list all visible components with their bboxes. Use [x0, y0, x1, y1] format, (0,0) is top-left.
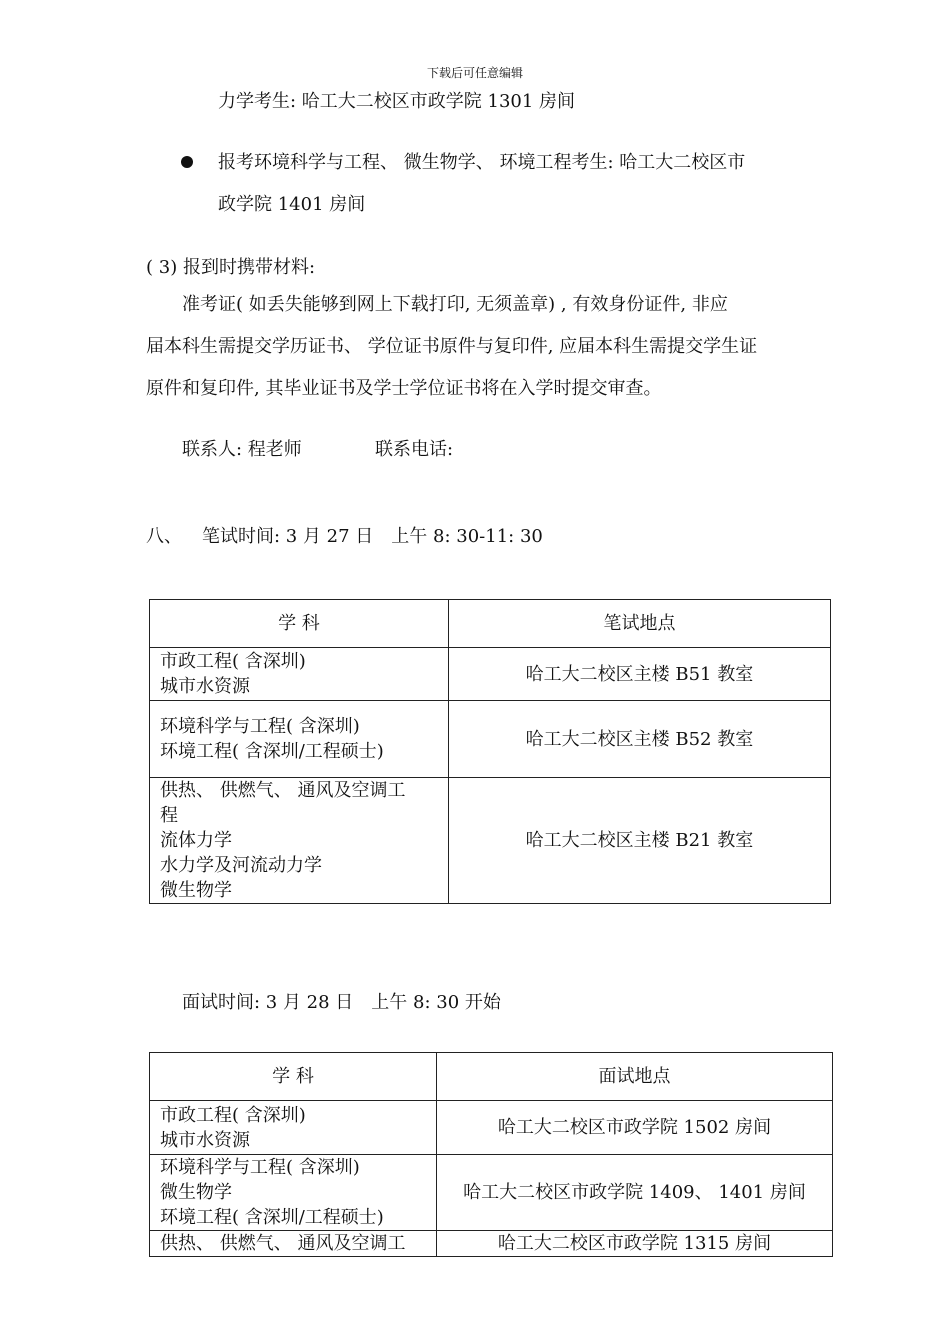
- subject-cell: [150, 1231, 437, 1257]
- contact-phone: 联系电话:: [375, 439, 454, 460]
- subject-line: 微生物学: [160, 880, 232, 901]
- bullet-icon: [181, 156, 193, 168]
- subject-line: 城市水资源: [160, 1129, 250, 1151]
- table-header-row: [150, 1053, 833, 1101]
- contact-person: 联系人: 程老师: [182, 439, 302, 460]
- subject-line: 供热、 供燃气、 通风及空调工: [160, 1233, 406, 1254]
- subject-line: 环境科学与工程( 含深圳): [160, 716, 360, 737]
- header-location: 面试地点: [436, 1053, 832, 1101]
- subject-line: 供热、 供燃气、 通风及空调工: [160, 780, 406, 801]
- subject-cell: [150, 778, 449, 904]
- location-cell: 哈工大二校区市政学院 1409、 1401 房间: [436, 1155, 832, 1231]
- table-row: [150, 1155, 833, 1231]
- header-location: 笔试地点: [448, 600, 830, 648]
- materials-line: 原件和复印件, 其毕业证书及学士学位证书将在入学时提交审查。: [146, 378, 662, 399]
- subject-line: 流体力学: [160, 830, 232, 851]
- subject-line: 微生物学: [160, 1182, 232, 1203]
- page-header: 下载后可任意编辑: [426, 66, 523, 80]
- subject-line: 环境科学与工程( 含深圳): [160, 1157, 360, 1178]
- table-row: [150, 701, 831, 778]
- written-exam-table: [149, 599, 831, 904]
- written-exam-time: 笔试时间: 3 月 27 日 上午 8: 30-11: 30: [202, 526, 543, 547]
- bullet-line-2: 政学院 1401 房间: [218, 194, 366, 215]
- materials-heading: ( 3) 报到时携带材料:: [146, 257, 316, 278]
- subject-line: 环境工程( 含深圳/工程硕士): [160, 1207, 384, 1228]
- location-cell: 哈工大二校区市政学院 1315 房间: [436, 1231, 832, 1257]
- subject-cell: [150, 701, 449, 778]
- subject-cell: [150, 1101, 437, 1155]
- table-header-row: [150, 600, 831, 648]
- table-row: [150, 648, 831, 701]
- header-subject: 学 科: [150, 1053, 437, 1101]
- location-cell: 哈工大二校区主楼 B52 教室: [448, 701, 830, 778]
- table-row: [150, 778, 831, 904]
- subject-cell: [150, 1155, 437, 1231]
- subject-cell: [150, 648, 449, 701]
- interview-table: [149, 1052, 833, 1257]
- subject-line: 程: [160, 805, 178, 826]
- bullet-line-1: 报考环境科学与工程、 微生物学、 环境工程考生: 哈工大二校区市: [218, 152, 746, 173]
- interview-time: 面试时间: 3 月 28 日 上午 8: 30 开始: [182, 992, 501, 1013]
- materials-line: 届本科生需提交学历证书、 学位证书原件与复印件, 应届本科生需提交学生证: [146, 336, 758, 357]
- materials-line: 准考证( 如丢失能够到网上下载打印, 无须盖章) , 有效身份证件, 非应: [182, 294, 728, 315]
- table-row: [150, 1101, 833, 1155]
- location-cell: 哈工大二校区主楼 B21 教室: [448, 778, 830, 904]
- location-cell: 哈工大二校区市政学院 1502 房间: [436, 1101, 832, 1155]
- table-row: [150, 1231, 833, 1257]
- header-subject: 学 科: [150, 600, 449, 648]
- section-number: 八、: [146, 526, 182, 547]
- subject-line: 市政工程( 含深圳): [160, 651, 306, 672]
- subject-line: 市政工程( 含深圳): [160, 1104, 306, 1126]
- subject-line: 环境工程( 含深圳/工程硕士): [160, 741, 384, 762]
- subject-line: 城市水资源: [160, 676, 250, 697]
- subject-line: 水力学及河流动力学: [160, 855, 322, 876]
- location-cell: 哈工大二校区主楼 B51 教室: [448, 648, 830, 701]
- para-room-1301: 力学考生: 哈工大二校区市政学院 1301 房间: [218, 91, 576, 112]
